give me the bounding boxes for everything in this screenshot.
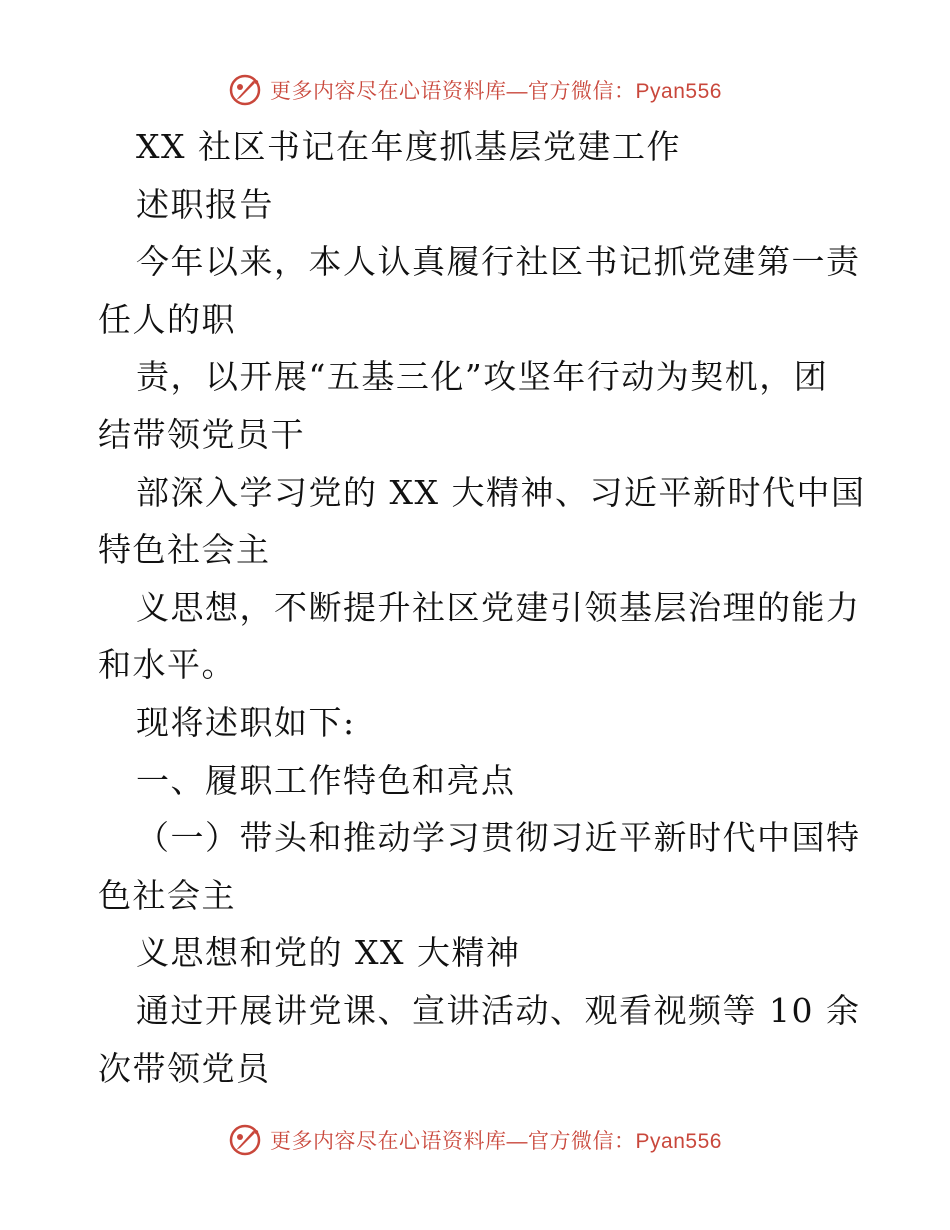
paragraph-line: 今年以来，本人认真履行社区书记抓党建第一责	[136, 242, 861, 282]
watermark-wechat-id: Pyan556	[635, 1130, 722, 1153]
section-heading: 一、履职工作特色和亮点	[136, 760, 516, 800]
watermark-wechat-label: 官方微信：	[528, 1130, 636, 1153]
paragraph-line: 和水平。	[98, 645, 236, 685]
paragraph-line: 现将述职如下:	[136, 702, 356, 742]
header-watermark	[0, 70, 950, 110]
paragraph-line: 责，以开展“五基三化”攻坚年行动为契机，团	[136, 357, 829, 397]
watermark-text	[270, 75, 722, 105]
watermark-text	[270, 1125, 722, 1155]
document-body	[98, 118, 866, 1097]
footer-watermark	[0, 1120, 950, 1160]
watermark-group	[228, 1123, 722, 1157]
paragraph-line: 特色社会主	[98, 530, 271, 570]
watermark-separator: —	[506, 1130, 529, 1153]
paragraph-line: 部深入学习党的 XX 大精神、习近平新时代中国	[136, 472, 866, 512]
paragraph-line: 结带领党员干	[98, 414, 305, 454]
watermark-wechat-label: 官方微信：	[528, 80, 636, 103]
paragraph-line: 义思想，不断提升社区党建引领基层治理的能力	[136, 587, 861, 627]
quill-circle-icon	[228, 1123, 262, 1157]
paragraph-line: 次带领党员	[98, 1048, 271, 1088]
paragraph-line: 任人的职	[98, 299, 236, 339]
document-title-line-1: XX 社区书记在年度抓基层党建工作	[136, 127, 681, 166]
watermark-separator: —	[506, 80, 529, 103]
subsection-heading-line-1: （一）带头和推动学习贯彻习近平新时代中国特	[136, 818, 861, 858]
quill-circle-icon	[228, 73, 262, 107]
subsection-heading-line-3: 义思想和党的 XX 大精神	[136, 933, 521, 973]
watermark-wechat-id: Pyan556	[635, 80, 722, 103]
watermark-site-text: 更多内容尽在心语资料库	[270, 1130, 507, 1153]
document-title-line-2: 述职报告	[136, 184, 274, 224]
subsection-heading-line-2: 色社会主	[98, 875, 236, 915]
paragraph-line: 通过开展讲党课、宣讲活动、观看视频等 10 余	[136, 990, 861, 1030]
watermark-group	[228, 73, 722, 107]
watermark-site-text: 更多内容尽在心语资料库	[270, 80, 507, 103]
